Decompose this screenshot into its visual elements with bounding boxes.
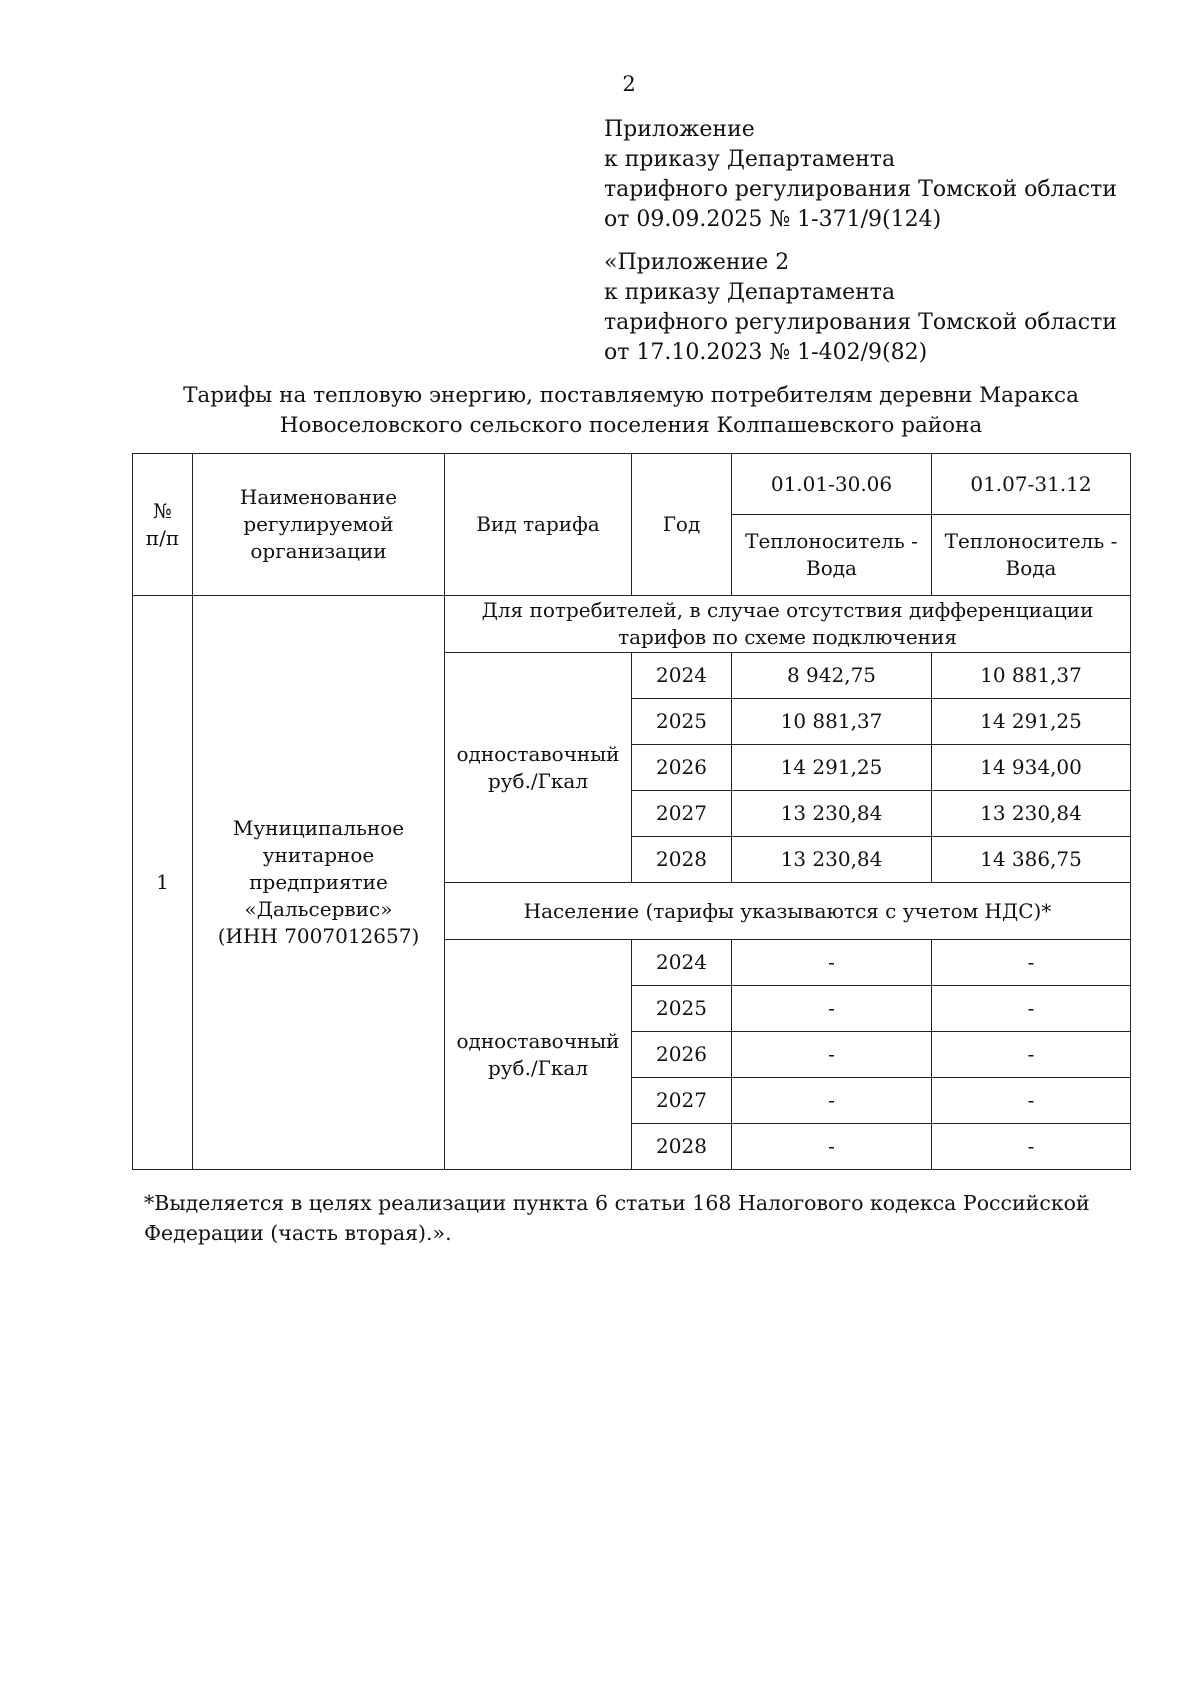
value-cell: - [932,940,1131,986]
title-line: Тарифы на тепловую энергию, поставляемую потребителям деревни Маракса [183,383,1079,408]
header-tariff-type: Вид тарифа [445,454,632,596]
header-year: Год [632,454,732,596]
value-cell: 8 942,75 [732,653,932,699]
annex-line: тарифного регулирования Томской области [604,177,1117,202]
annex-line: тарифного регулирования Томской области [604,310,1117,335]
value-cell: 14 291,25 [932,699,1131,745]
value-cell: - [732,940,932,986]
footnote-line: Федерации (часть вторая).». [144,1221,452,1245]
row-number: 1 [133,596,193,1170]
value-cell: - [732,1124,932,1170]
annex-current-block [604,115,1117,235]
annex-line: от 17.10.2023 № 1-402/9(82) [604,340,928,365]
header-period-2: 01.07-31.12 [932,454,1131,515]
value-cell: - [932,986,1131,1032]
year-cell: 2027 [632,1078,732,1124]
title-line: Новоселовского сельского поселения Колпашевского района [279,413,983,438]
value-cell: 13 230,84 [932,791,1131,837]
document-title [132,381,1130,441]
year-cell: 2025 [632,986,732,1032]
value-cell: 13 230,84 [732,791,932,837]
footnote-line: *Выделяется в целях реализации пункта 6 статьи 168 Налогового кодекса Российской [144,1191,1090,1215]
year-cell: 2028 [632,837,732,883]
header-organization: Наименование регулируемой организации [193,454,445,596]
year-cell: 2026 [632,1032,732,1078]
footnote [144,1188,1124,1248]
annex-line: «Приложение 2 [604,250,790,275]
annex-line: от 09.09.2025 № 1-371/9(124) [604,207,942,232]
page-number: 2 [622,72,636,96]
tariff-type-cell: одноставочный руб./Гкал [445,653,632,883]
annex-line: Приложение [604,117,755,142]
section-heading: Для потребителей, в случае отсутствия дифференциации тарифов по схеме подключения [445,596,1131,653]
year-cell: 2024 [632,653,732,699]
year-cell: 2024 [632,940,732,986]
value-cell: - [932,1032,1131,1078]
header-row [133,454,1131,515]
section-heading-row [133,596,1131,653]
annex-line: к приказу Департамента [604,147,896,172]
value-cell: 14 386,75 [932,837,1131,883]
tariff-type-cell: одноставочный руб./Гкал [445,940,632,1170]
header-carrier-2: Теплоноситель - Вода [932,515,1131,596]
header-num: № п/п [133,454,193,596]
value-cell: - [732,986,932,1032]
value-cell: 14 934,00 [932,745,1131,791]
value-cell: 10 881,37 [732,699,932,745]
year-cell: 2026 [632,745,732,791]
year-cell: 2025 [632,699,732,745]
year-cell: 2028 [632,1124,732,1170]
annex-original-block [604,248,1117,368]
value-cell: - [932,1078,1131,1124]
value-cell: - [932,1124,1131,1170]
section-heading: Население (тарифы указываются с учетом НДС)* [445,883,1131,940]
value-cell: 13 230,84 [732,837,932,883]
value-cell: 10 881,37 [932,653,1131,699]
annex-line: к приказу Департамента [604,280,896,305]
header-carrier-1: Теплоноситель - Вода [732,515,932,596]
value-cell: - [732,1078,932,1124]
value-cell: 14 291,25 [732,745,932,791]
value-cell: - [732,1032,932,1078]
header-period-1: 01.01-30.06 [732,454,932,515]
organization-name: Муниципальное унитарное предприятие «Дальсервис» (ИНН 7007012657) [193,596,445,1170]
year-cell: 2027 [632,791,732,837]
tariff-table [132,453,1131,1170]
